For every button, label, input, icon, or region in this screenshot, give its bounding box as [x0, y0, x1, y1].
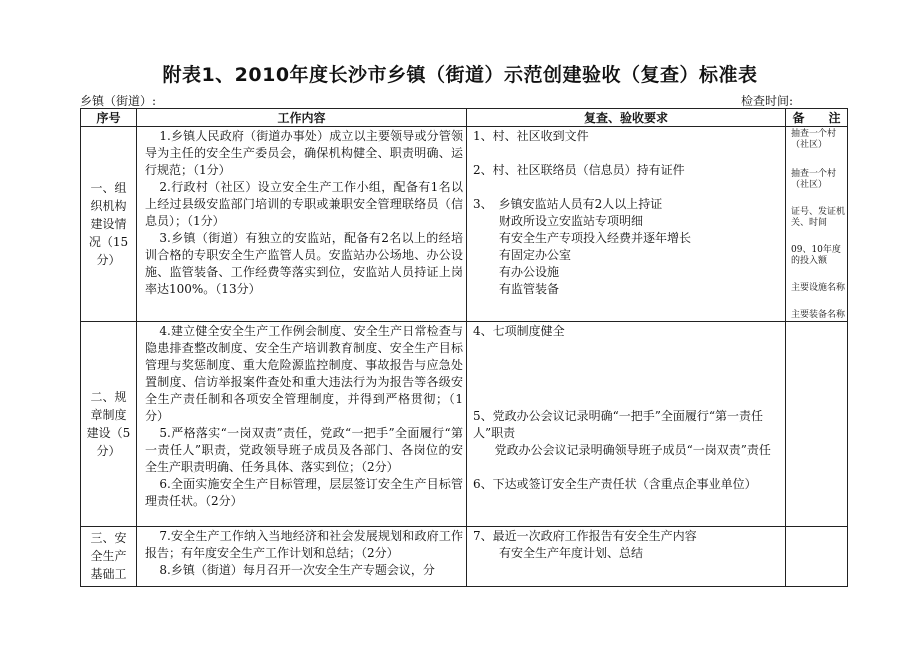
work-cell [137, 127, 467, 322]
note-item: 09、10年度的投入额 [791, 245, 841, 266]
table-row [81, 527, 848, 587]
requirement-item: 有安全生产专项投入经费并逐年增长 [499, 231, 692, 245]
table-row [81, 127, 848, 322]
requirement-item: 1、村、社区收到文件 [473, 129, 589, 143]
requirement-item: 有安全生产年度计划、总结 [499, 546, 644, 560]
notes-cell [786, 127, 848, 322]
note-item: 抽查一个村（社区） [791, 129, 837, 150]
header-notes: 备 注 [786, 109, 848, 127]
work-item: 3.乡镇（街道）有独立的安监站，配备有2名以上的经培训合格的专职安全生产监管人员。安监站办公场地、办公设施、监管装备、工作经费等落实到位，安监站人员持证上岗率达100%。（13分） [145, 231, 463, 296]
work-cell [137, 322, 467, 527]
check-time-label: 检查时间: [741, 94, 794, 108]
work-item: 6.全面实施安全生产目标管理，层层签订安全生产目标管理责任状。（2分） [145, 477, 463, 508]
section-cell: 二、规章制度建设（5分） [81, 322, 137, 527]
document-title: 附表1、2010年度长沙市乡镇（街道）示范创建验收（复查）标准表 [162, 64, 758, 86]
table-row [81, 322, 848, 527]
requirement-item: 有办公设施 [499, 265, 560, 279]
header-requirements: 复查、验收要求 [467, 109, 786, 127]
work-item: 7.安全生产工作纳入当地经济和社会发展规划和政府工作报告；有年度安全生产工作计划和总结；（2分） [145, 529, 463, 560]
header-work: 工作内容 [137, 109, 467, 127]
township-label: 乡镇（街道）: [80, 94, 157, 108]
work-item: 5.严格落实“一岗双责”责任，党政“一把手”全面履行“第一责任人”职责，党政领导班子成员及各部门、各岗位的安全生产职责明确、任务具体、落实到位；（2分） [145, 426, 463, 474]
requirements-cell [467, 127, 786, 322]
note-item: 抽查一个村（社区） [791, 169, 837, 190]
note-item: 证号、发证机关、时间 [791, 207, 846, 228]
work-item: 2.行政村（社区）设立安全生产工作小组，配备有1名以上经过县级安监部门培训的专职或兼职安全管理联络员（信息员）；（1分） [145, 180, 463, 228]
note-item: 主要装备名称 [791, 310, 846, 320]
header-num: 序号 [81, 109, 137, 127]
section-cell: 一、组织机构建设情况（15分） [81, 127, 137, 322]
requirement-item: 有监管装备 [499, 282, 560, 296]
notes-cell [786, 322, 848, 527]
standards-table [80, 108, 848, 587]
requirement-item: 党政办公会议记录明确领导班子成员“一岗双责”责任 [494, 443, 771, 457]
requirements-cell [467, 322, 786, 527]
requirement-item: 5、党政办公会议记录明确“一把手”全面履行“第一责任人”职责 [473, 409, 764, 440]
work-item: 1.乡镇人民政府（街道办事处）成立以主要领导或分管领导为主任的安全生产委员会，确保机构健全、职责明确、运行规范；（1分） [145, 129, 463, 177]
requirements-cell [467, 527, 786, 587]
note-item: 主要设施名称 [791, 283, 846, 293]
requirement-item: 财政所设立安监站专项明细 [499, 214, 644, 228]
requirement-item: 7、最近一次政府工作报告有安全生产内容 [473, 529, 697, 543]
section-cell: 三、安全生产基础工 [81, 527, 137, 587]
requirement-item: 6、下达或签订安全生产责任状（含重点企事业单位） [473, 477, 757, 491]
requirement-item: 4、七项制度健全 [473, 324, 565, 338]
notes-cell [786, 527, 848, 587]
work-item: 8.乡镇（街道）每月召开一次安全生产专题会议，分 [159, 563, 435, 577]
requirement-item: 有固定办公室 [499, 248, 572, 262]
requirement-item: 3、 乡镇安监站人员有2人以上持证 [473, 197, 663, 211]
work-cell [137, 527, 467, 587]
requirement-item: 2、村、社区联络员（信息员）持有证件 [473, 163, 685, 177]
work-item: 4.建立健全安全生产工作例会制度、安全生产日常检查与隐患排查整改制度、安全生产培训教育制度、安全生产目标管理与奖惩制度、重大危险源监控制度、事故报告与应急处置制度、信访举报案件查处和重大违法行为为报告等各级安全生产责任制和各项安全管理制度，并得到严格贯彻；（1分） [145, 324, 463, 423]
table-header-row [81, 109, 848, 127]
